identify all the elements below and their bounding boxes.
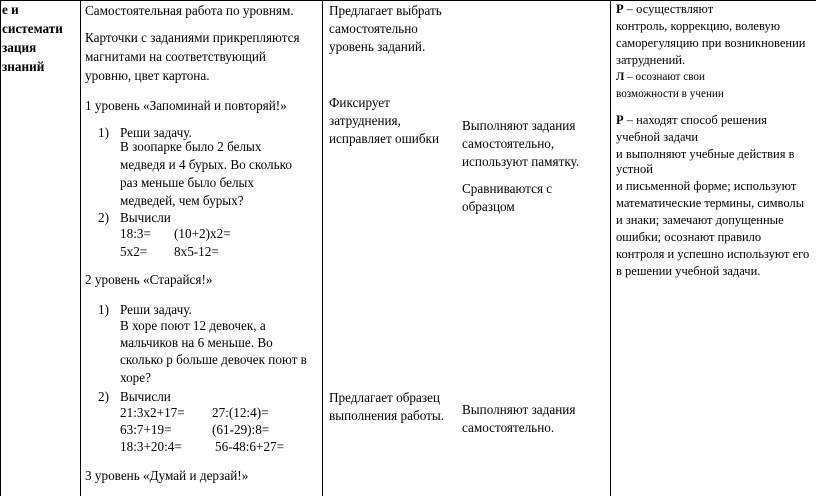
level2-calc: 21:3x2+17= bbox=[120, 405, 185, 420]
teacher-line: Предлагает образец bbox=[329, 390, 440, 405]
task-intro: Самостоятельная работа по уровням. bbox=[85, 3, 294, 18]
level2-title: 2 уровень «Старайся!» bbox=[85, 272, 213, 287]
stage-line: зация bbox=[2, 40, 37, 55]
students-line: Сравниваются с bbox=[462, 181, 553, 196]
regulatory-line: затруднений. bbox=[616, 53, 686, 67]
level1-item2-label: Вычисли bbox=[120, 210, 171, 225]
level2-item1-label: Реши задачу. bbox=[120, 302, 192, 317]
column-border bbox=[0, 0, 1, 496]
level1-item2-number: 2) bbox=[98, 210, 109, 225]
teacher-line: Фиксирует bbox=[329, 95, 390, 110]
cards-line: уровню, цвет картона. bbox=[85, 68, 210, 83]
students-line: Выполняют задания bbox=[462, 402, 576, 417]
teacher-cell bbox=[329, 0, 455, 496]
regulatory-letter-2: Р bbox=[616, 113, 624, 127]
regulatory-line-2: ошибки; осознают правило bbox=[616, 230, 762, 244]
level2-calc: 63:7+19= bbox=[120, 422, 172, 437]
level2-calc: 56-48:6+27= bbox=[215, 439, 285, 454]
level2-item1-number: 1) bbox=[98, 302, 109, 317]
level1-problem-line: раз меньше было белых bbox=[120, 175, 254, 190]
level1-item1-label: Реши задачу. bbox=[120, 125, 192, 140]
regulatory-line-2: устной bbox=[616, 162, 653, 176]
teacher-line: Предлагает выбрать bbox=[329, 3, 442, 18]
stage-line: системати bbox=[2, 21, 63, 36]
level2-problem-line: мальчиков на 6 меньше. Во bbox=[120, 335, 273, 350]
personal-letter: Л bbox=[616, 71, 625, 83]
regulatory-line-2: и знаки; замечают допущенные bbox=[616, 213, 784, 227]
regulatory-line-2: в решении учебной задачи. bbox=[616, 264, 761, 278]
level2-problem-line: В хоре поют 12 девочек, а bbox=[120, 318, 266, 333]
level1-title: 1 уровень «Запоминай и повторяй!» bbox=[85, 98, 287, 113]
level2-calc: 27:(12:4)= bbox=[212, 405, 269, 420]
regulatory-line-2: и выполняют учебные действия в bbox=[616, 147, 795, 161]
level2-item2-number: 2) bbox=[98, 389, 109, 404]
level1-problem-line: В зоопарке было 2 белых bbox=[120, 139, 262, 154]
level2-problem-line: сколько р больше девочек поют в bbox=[120, 352, 307, 367]
personal-text: – осознают свои bbox=[624, 71, 705, 83]
students-line: самостоятельно. bbox=[462, 420, 555, 435]
regulatory-line-2: математические термины, символы bbox=[616, 196, 805, 210]
regulatory-line: контроль, коррекцию, волевую bbox=[616, 19, 781, 33]
level2-calc: (61-29):8= bbox=[212, 422, 270, 437]
stage-line: знаний bbox=[2, 59, 45, 74]
teacher-line: затруднения, bbox=[329, 113, 401, 128]
teacher-line: выполнения работы. bbox=[329, 408, 445, 423]
content-cell bbox=[85, 0, 315, 496]
students-cell bbox=[462, 0, 610, 496]
students-line: используют памятку. bbox=[462, 154, 580, 169]
level1-problem-line: медведей, чем бурых? bbox=[120, 193, 244, 208]
regulatory-text-2: – находят способ решения bbox=[623, 113, 767, 127]
level2-item2-label: Вычисли bbox=[120, 389, 171, 404]
level1-calc: (10+2)x2= bbox=[174, 226, 231, 241]
teacher-line: уровень заданий. bbox=[329, 39, 426, 54]
students-line: Выполняют задания bbox=[462, 118, 576, 133]
column-border bbox=[80, 0, 81, 496]
regulatory-line-2: учебной задачи bbox=[616, 130, 699, 144]
level1-calc: 18:3= bbox=[120, 226, 151, 241]
level2-calc: 18:3+20:4= bbox=[120, 439, 182, 454]
regulatory-line: саморегуляцию при возникновении bbox=[616, 36, 806, 50]
students-line: самостоятельно, bbox=[462, 136, 555, 151]
teacher-line: самостоятельно bbox=[329, 21, 418, 36]
students-line: образцом bbox=[462, 199, 515, 214]
regulatory-text: – осуществляют bbox=[623, 2, 714, 16]
cards-line: Карточки с заданиями прикрепляются bbox=[85, 30, 300, 45]
level1-calc: 5x2= bbox=[120, 244, 148, 259]
level1-calc: 8x5-12= bbox=[174, 244, 219, 259]
regulatory-letter: Р bbox=[616, 2, 624, 16]
regulatory-line-2: и письменной форме; используют bbox=[616, 179, 797, 193]
stage-line: е и bbox=[2, 2, 19, 17]
level1-problem-line: медведя и 4 бурых. Во сколько bbox=[120, 157, 292, 172]
personal-line: возможности в учении bbox=[616, 88, 724, 100]
regulatory-line-2: контроля и успешно используют его bbox=[616, 247, 810, 261]
stage-cell bbox=[2, 0, 78, 496]
level1-item1-number: 1) bbox=[98, 125, 109, 140]
skills-cell bbox=[616, 0, 816, 496]
teacher-line: исправляет ошибки bbox=[329, 131, 440, 146]
column-border bbox=[610, 0, 611, 496]
column-border bbox=[322, 0, 323, 496]
level3-title: 3 уровень «Думай и дерзай!» bbox=[85, 468, 249, 483]
level2-problem-line: хоре? bbox=[120, 370, 151, 385]
cards-line: магнитами на соответствующий bbox=[85, 49, 266, 64]
